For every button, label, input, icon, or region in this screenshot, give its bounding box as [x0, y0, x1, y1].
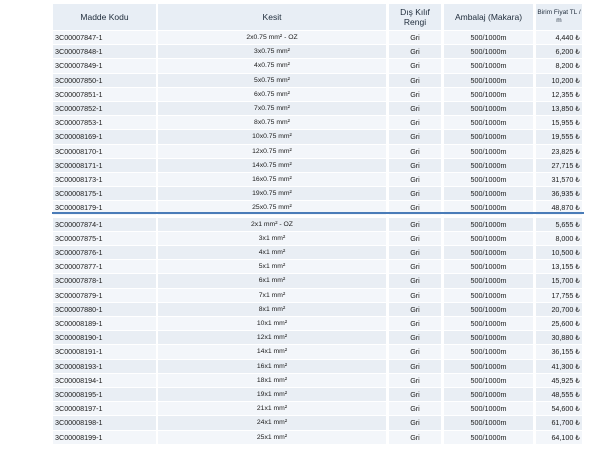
section-cell: 12x0.75 mm²	[158, 145, 386, 158]
package-cell: 500/1000m	[444, 345, 533, 358]
color-cell: Gri	[389, 232, 441, 245]
table-row	[0, 331, 595, 345]
color-cell: Gri	[389, 431, 441, 444]
color-cell: Gri	[389, 187, 441, 200]
section-cell: 8x0.75 mm²	[158, 116, 386, 129]
price-cell: 13,155 ₺	[536, 260, 582, 273]
price-cell: 15,700 ₺	[536, 274, 582, 287]
price-cell: 5,655 ₺	[536, 218, 582, 231]
table-row	[0, 159, 595, 173]
section-cell: 10x0.75 mm²	[158, 130, 386, 143]
section-cell: 7x0.75 mm²	[158, 102, 386, 115]
price-cell: 48,870 ₺	[536, 201, 582, 214]
package-cell: 500/1000m	[444, 130, 533, 143]
package-cell: 500/1000m	[444, 173, 533, 186]
package-cell: 500/1000m	[444, 303, 533, 316]
section-cell: 3x1 mm²	[158, 232, 386, 245]
table-row	[0, 402, 595, 416]
price-cell: 10,200 ₺	[536, 74, 582, 87]
price-cell: 12,355 ₺	[536, 88, 582, 101]
section-cell: 19x1 mm²	[158, 388, 386, 401]
header-price: Birim Fiyat TL / m	[536, 4, 582, 30]
table-row	[0, 45, 595, 59]
package-cell: 500/1000m	[444, 260, 533, 273]
table-row	[0, 246, 595, 260]
table-row	[0, 74, 595, 88]
price-cell: 10,500 ₺	[536, 246, 582, 259]
section-cell: 3x0.75 mm²	[158, 45, 386, 58]
color-cell: Gri	[389, 289, 441, 302]
price-cell: 19,555 ₺	[536, 130, 582, 143]
code-cell: 3C00007878-1	[53, 274, 156, 287]
package-cell: 500/1000m	[444, 201, 533, 214]
color-cell: Gri	[389, 145, 441, 158]
price-cell: 8,200 ₺	[536, 59, 582, 72]
code-cell: 3C00008173-1	[53, 173, 156, 186]
section-cell: 16x1 mm²	[158, 360, 386, 373]
price-cell: 23,825 ₺	[536, 145, 582, 158]
package-cell: 500/1000m	[444, 360, 533, 373]
package-cell: 500/1000m	[444, 159, 533, 172]
header-code: Madde Kodu	[53, 4, 156, 30]
section-cell: 7x1 mm²	[158, 289, 386, 302]
package-cell: 500/1000m	[444, 74, 533, 87]
code-cell: 3C00007880-1	[53, 303, 156, 316]
section-cell: 5x0.75 mm²	[158, 74, 386, 87]
code-cell: 3C00008197-1	[53, 402, 156, 415]
table-row	[0, 374, 595, 388]
code-cell: 3C00008193-1	[53, 360, 156, 373]
table-row	[0, 274, 595, 288]
price-cell: 20,700 ₺	[536, 303, 582, 316]
table-row	[0, 345, 595, 359]
color-cell: Gri	[389, 374, 441, 387]
color-cell: Gri	[389, 74, 441, 87]
code-cell: 3C00007849-1	[53, 59, 156, 72]
color-cell: Gri	[389, 45, 441, 58]
color-cell: Gri	[389, 218, 441, 231]
section-cell: 21x1 mm²	[158, 402, 386, 415]
package-cell: 500/1000m	[444, 31, 533, 44]
color-cell: Gri	[389, 159, 441, 172]
price-cell: 13,850 ₺	[536, 102, 582, 115]
price-cell: 48,555 ₺	[536, 388, 582, 401]
price-cell: 8,000 ₺	[536, 232, 582, 245]
color-cell: Gri	[389, 173, 441, 186]
package-cell: 500/1000m	[444, 45, 533, 58]
price-cell: 17,755 ₺	[536, 289, 582, 302]
package-cell: 500/1000m	[444, 331, 533, 344]
color-cell: Gri	[389, 59, 441, 72]
package-cell: 500/1000m	[444, 416, 533, 429]
table-row	[0, 187, 595, 201]
code-cell: 3C00008195-1	[53, 388, 156, 401]
table-row	[0, 116, 595, 130]
table-row	[0, 130, 595, 144]
code-cell: 3C00007874-1	[53, 218, 156, 231]
section-cell: 5x1 mm²	[158, 260, 386, 273]
code-cell: 3C00008198-1	[53, 416, 156, 429]
package-cell: 500/1000m	[444, 187, 533, 200]
price-cell: 64,100 ₺	[536, 431, 582, 444]
table-row	[0, 232, 595, 246]
table-row	[0, 31, 595, 45]
color-cell: Gri	[389, 116, 441, 129]
color-cell: Gri	[389, 201, 441, 214]
code-cell: 3C00007851-1	[53, 88, 156, 101]
price-cell: 6,200 ₺	[536, 45, 582, 58]
color-cell: Gri	[389, 260, 441, 273]
code-cell: 3C00008199-1	[53, 431, 156, 444]
package-cell: 500/1000m	[444, 431, 533, 444]
code-cell: 3C00007875-1	[53, 232, 156, 245]
code-cell: 3C00007852-1	[53, 102, 156, 115]
section-cell: 8x1 mm²	[158, 303, 386, 316]
price-cell: 27,715 ₺	[536, 159, 582, 172]
table-row	[0, 102, 595, 116]
table-row	[0, 431, 595, 445]
code-cell: 3C00008190-1	[53, 331, 156, 344]
header-color: Dış Kılıf Rengi	[389, 4, 441, 30]
section-cell: 4x1 mm²	[158, 246, 386, 259]
price-cell: 31,570 ₺	[536, 173, 582, 186]
price-cell: 45,925 ₺	[536, 374, 582, 387]
table-row	[0, 416, 595, 430]
package-cell: 500/1000m	[444, 102, 533, 115]
table-row	[0, 145, 595, 159]
table-row	[0, 218, 595, 232]
price-cell: 36,155 ₺	[536, 345, 582, 358]
section-cell: 19x0.75 mm²	[158, 187, 386, 200]
price-cell: 15,955 ₺	[536, 116, 582, 129]
section-cell: 25x1 mm²	[158, 431, 386, 444]
table-row	[0, 388, 595, 402]
package-cell: 500/1000m	[444, 274, 533, 287]
price-cell: 30,880 ₺	[536, 331, 582, 344]
package-cell: 500/1000m	[444, 232, 533, 245]
color-cell: Gri	[389, 31, 441, 44]
table-row	[0, 289, 595, 303]
section-cell: 2x1 mm² - OZ	[158, 218, 386, 231]
package-cell: 500/1000m	[444, 388, 533, 401]
code-cell: 3C00008189-1	[53, 317, 156, 330]
color-cell: Gri	[389, 402, 441, 415]
code-cell: 3C00008191-1	[53, 345, 156, 358]
section-cell: 14x0.75 mm²	[158, 159, 386, 172]
section-cell: 4x0.75 mm²	[158, 59, 386, 72]
price-cell: 54,600 ₺	[536, 402, 582, 415]
package-cell: 500/1000m	[444, 402, 533, 415]
code-cell: 3C00008179-1	[53, 201, 156, 214]
section-cell: 10x1 mm²	[158, 317, 386, 330]
price-cell: 25,600 ₺	[536, 317, 582, 330]
color-cell: Gri	[389, 102, 441, 115]
section-cell: 16x0.75 mm²	[158, 173, 386, 186]
color-cell: Gri	[389, 360, 441, 373]
color-cell: Gri	[389, 88, 441, 101]
code-cell: 3C00007847-1	[53, 31, 156, 44]
price-cell: 36,935 ₺	[536, 187, 582, 200]
section-cell: 6x0.75 mm²	[158, 88, 386, 101]
section-cell: 25x0.75 mm²	[158, 201, 386, 214]
color-cell: Gri	[389, 331, 441, 344]
code-cell: 3C00008194-1	[53, 374, 156, 387]
code-cell: 3C00007848-1	[53, 45, 156, 58]
price-cell: 61,700 ₺	[536, 416, 582, 429]
code-cell: 3C00007850-1	[53, 74, 156, 87]
code-cell: 3C00007879-1	[53, 289, 156, 302]
package-cell: 500/1000m	[444, 374, 533, 387]
code-cell: 3C00007853-1	[53, 116, 156, 129]
color-cell: Gri	[389, 246, 441, 259]
section-cell: 6x1 mm²	[158, 274, 386, 287]
color-cell: Gri	[389, 317, 441, 330]
table-row	[0, 303, 595, 317]
package-cell: 500/1000m	[444, 59, 533, 72]
color-cell: Gri	[389, 345, 441, 358]
code-cell: 3C00007876-1	[53, 246, 156, 259]
package-cell: 500/1000m	[444, 289, 533, 302]
section-cell: 24x1 mm²	[158, 416, 386, 429]
code-cell: 3C00008170-1	[53, 145, 156, 158]
package-cell: 500/1000m	[444, 218, 533, 231]
color-cell: Gri	[389, 274, 441, 287]
group-divider	[52, 212, 584, 214]
section-cell: 2x0.75 mm² - OZ	[158, 31, 386, 44]
header-package: Ambalaj (Makara)	[444, 4, 533, 30]
color-cell: Gri	[389, 130, 441, 143]
section-cell: 12x1 mm²	[158, 331, 386, 344]
table-row	[0, 173, 595, 187]
table-row	[0, 88, 595, 102]
section-cell: 18x1 mm²	[158, 374, 386, 387]
color-cell: Gri	[389, 303, 441, 316]
table-row	[0, 360, 595, 374]
package-cell: 500/1000m	[444, 145, 533, 158]
code-cell: 3C00008171-1	[53, 159, 156, 172]
section-cell: 14x1 mm²	[158, 345, 386, 358]
package-cell: 500/1000m	[444, 88, 533, 101]
code-cell: 3C00008175-1	[53, 187, 156, 200]
table-row	[0, 317, 595, 331]
code-cell: 3C00008169-1	[53, 130, 156, 143]
package-cell: 500/1000m	[444, 317, 533, 330]
header-section: Kesit	[158, 4, 386, 30]
package-cell: 500/1000m	[444, 116, 533, 129]
table-row	[0, 59, 595, 73]
color-cell: Gri	[389, 388, 441, 401]
price-cell: 4,440 ₺	[536, 31, 582, 44]
price-cell: 41,300 ₺	[536, 360, 582, 373]
package-cell: 500/1000m	[444, 246, 533, 259]
code-cell: 3C00007877-1	[53, 260, 156, 273]
table-row	[0, 260, 595, 274]
color-cell: Gri	[389, 416, 441, 429]
